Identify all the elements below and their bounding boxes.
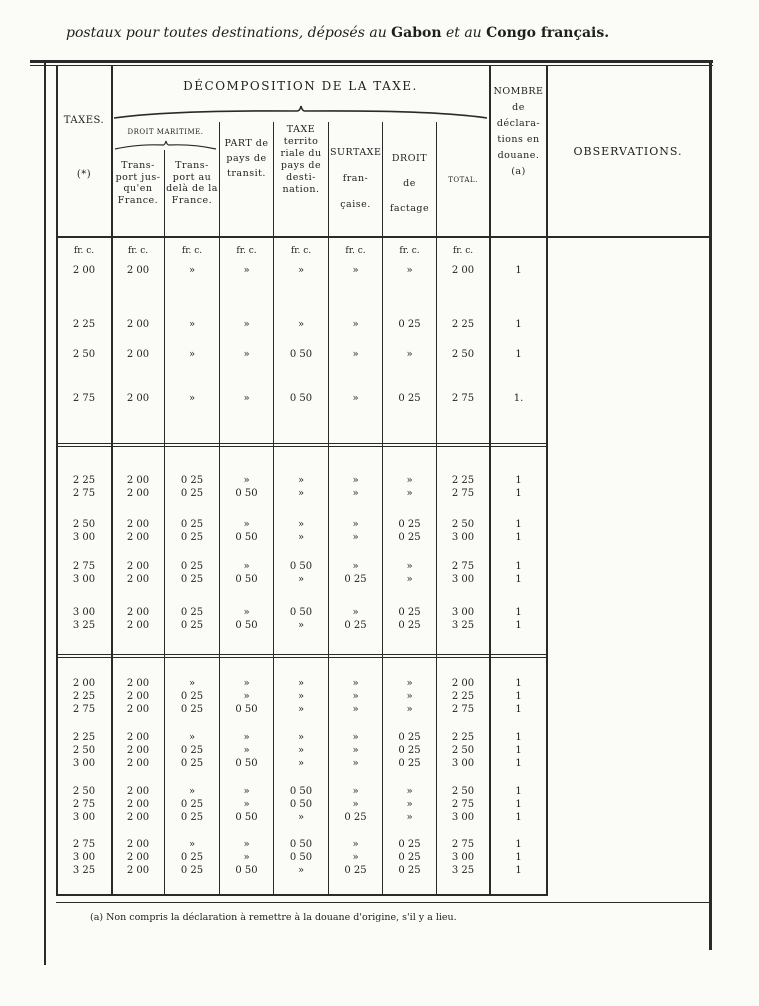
table-cell: » bbox=[406, 349, 413, 360]
table-cell: » bbox=[243, 475, 250, 486]
table-cell: 2 75 bbox=[451, 561, 475, 572]
table-cell: » bbox=[297, 745, 305, 756]
table-cell: » bbox=[297, 758, 305, 769]
table-cell: » bbox=[352, 393, 359, 404]
unit-label: fr. c. bbox=[345, 246, 366, 256]
table-cell: 2 00 bbox=[126, 799, 150, 810]
table-cell: » bbox=[297, 319, 305, 330]
table-cell: 2 75 bbox=[72, 839, 96, 850]
table-cell: 2 50 bbox=[72, 786, 96, 797]
table-cell: » bbox=[352, 488, 359, 499]
section1-bottom-rule-2 bbox=[56, 446, 546, 447]
table-cell: 2 25 bbox=[72, 732, 96, 743]
table-cell: 3 00 bbox=[72, 812, 96, 823]
unit-label: fr. c. bbox=[127, 246, 149, 256]
table-cell: 0 50 bbox=[235, 865, 258, 876]
table-cell: » bbox=[188, 349, 196, 360]
table-cell: 0 50 bbox=[289, 799, 313, 810]
table-cell: 0 25 bbox=[398, 865, 421, 876]
table-cell: 0 50 bbox=[289, 393, 313, 404]
table-cell: » bbox=[406, 691, 413, 702]
table-cell: » bbox=[297, 532, 305, 543]
table-cell: 3 25 bbox=[72, 620, 96, 631]
table-cell: 0 25 bbox=[344, 865, 367, 876]
table-cell: » bbox=[243, 393, 250, 404]
table-cell: » bbox=[243, 732, 250, 743]
table-cell: 0 25 bbox=[344, 574, 367, 585]
table-cell: 3 00 bbox=[72, 758, 96, 769]
table-cell: 0 25 bbox=[180, 607, 204, 618]
table-cell: 2 50 bbox=[72, 519, 96, 530]
table-cell: » bbox=[188, 678, 196, 689]
table-cell: 2 00 bbox=[72, 678, 96, 689]
table-cell: » bbox=[352, 839, 359, 850]
col-rule-6 bbox=[328, 122, 329, 896]
table-cell: 0 25 bbox=[398, 393, 421, 404]
table-cell: 1 bbox=[515, 561, 522, 572]
table-cell: 3 25 bbox=[451, 620, 475, 631]
table-cell: » bbox=[243, 852, 250, 863]
table-cell: » bbox=[406, 799, 413, 810]
table-cell: 0 50 bbox=[235, 620, 258, 631]
table-cell: » bbox=[406, 475, 413, 486]
table-cell: » bbox=[406, 488, 413, 499]
table-cell: » bbox=[188, 786, 196, 797]
table-cell: » bbox=[297, 704, 305, 715]
unit-label: fr. c. bbox=[290, 246, 312, 256]
table-cell: 2 00 bbox=[126, 349, 150, 360]
table-cell: 1 bbox=[515, 319, 522, 330]
header-total: TOTAL. bbox=[448, 176, 478, 184]
table-cell: » bbox=[243, 349, 250, 360]
table-cell: 1 bbox=[515, 620, 522, 631]
table-cell: 2 00 bbox=[126, 574, 150, 585]
table-cell: 0 50 bbox=[235, 704, 258, 715]
table-cell: » bbox=[188, 265, 196, 276]
table-cell: 2 00 bbox=[126, 488, 150, 499]
table-cell: » bbox=[243, 691, 250, 702]
table-cell: 0 25 bbox=[398, 607, 421, 618]
table-cell: 3 00 bbox=[72, 607, 96, 618]
table-cell: 3 00 bbox=[72, 574, 96, 585]
table-cell: 0 25 bbox=[398, 732, 421, 743]
unit-label: fr. c. bbox=[452, 246, 474, 256]
table-cell: 3 00 bbox=[451, 852, 475, 863]
table-cell: 3 00 bbox=[451, 607, 475, 618]
table-cell: 2 25 bbox=[72, 475, 96, 486]
table-cell: » bbox=[243, 799, 250, 810]
table-cell: 1 bbox=[515, 812, 522, 823]
table-cell: 2 00 bbox=[126, 732, 150, 743]
table-cell: 2 50 bbox=[72, 349, 96, 360]
table-cell: 0 50 bbox=[289, 349, 313, 360]
table-cell: 0 25 bbox=[344, 812, 367, 823]
table-cell: 0 25 bbox=[344, 620, 367, 631]
outer-left-rule bbox=[44, 60, 46, 965]
table-cell: 1 bbox=[515, 265, 522, 276]
table-cell: 1. bbox=[513, 393, 524, 404]
table-cell: » bbox=[243, 519, 250, 530]
table-cell: 2 75 bbox=[451, 799, 475, 810]
table-cell: » bbox=[352, 532, 359, 543]
table-cell: 0 50 bbox=[289, 852, 313, 863]
table-cell: 2 00 bbox=[126, 265, 150, 276]
table-cell: » bbox=[188, 319, 196, 330]
header-taxes-note: (*) bbox=[76, 169, 92, 180]
table-cell: » bbox=[243, 607, 250, 618]
table-cell: 1 bbox=[515, 786, 522, 797]
table-cell: » bbox=[352, 758, 359, 769]
table-cell: 1 bbox=[515, 691, 522, 702]
table-top-rule-2 bbox=[30, 65, 713, 66]
table-cell: 0 50 bbox=[289, 839, 313, 850]
table-cell: 2 25 bbox=[451, 732, 475, 743]
table-cell: 2 00 bbox=[72, 265, 96, 276]
table-cell: 1 bbox=[515, 532, 522, 543]
table-cell: » bbox=[352, 475, 359, 486]
table-cell: 1 bbox=[515, 349, 522, 360]
table-cell: 0 25 bbox=[180, 488, 204, 499]
table-cell: 0 25 bbox=[180, 852, 204, 863]
table-cell: » bbox=[352, 349, 359, 360]
table-cell: 0 25 bbox=[180, 758, 204, 769]
table-cell: 2 50 bbox=[451, 786, 475, 797]
table-cell: 1 bbox=[515, 758, 522, 769]
table-cell: 0 25 bbox=[180, 574, 204, 585]
table-cell: » bbox=[406, 812, 413, 823]
table-bottom-rule bbox=[56, 894, 546, 896]
table-cell: » bbox=[243, 319, 250, 330]
header-bottom-rule bbox=[56, 236, 709, 238]
table-cell: 0 25 bbox=[180, 620, 204, 631]
header-decomposition: DÉCOMPOSITION DE LA TAXE. bbox=[183, 79, 418, 93]
table-cell: 2 00 bbox=[126, 865, 150, 876]
table-cell: 0 25 bbox=[180, 704, 204, 715]
table-cell: 1 bbox=[515, 745, 522, 756]
table-cell: 2 00 bbox=[126, 678, 150, 689]
table-cell: 0 25 bbox=[398, 839, 421, 850]
header-nombre: NOMBRE de déclara- tions en douane. (a) bbox=[493, 86, 544, 177]
section1-bottom-rule bbox=[56, 443, 546, 444]
table-cell: 1 bbox=[515, 488, 522, 499]
table-cell: » bbox=[297, 475, 305, 486]
header-surtaxe: SURTAXE fran- çaise. bbox=[330, 147, 382, 210]
table-cell: 2 00 bbox=[126, 607, 150, 618]
col-rule-8 bbox=[436, 122, 437, 896]
heading-gabon: Gabon bbox=[391, 25, 442, 41]
table-cell: 2 00 bbox=[126, 812, 150, 823]
table-cell: 0 50 bbox=[235, 812, 258, 823]
table-cell: 2 00 bbox=[126, 532, 150, 543]
col-rule-7 bbox=[382, 122, 383, 896]
unit-label: fr. c. bbox=[236, 246, 257, 256]
table-cell: » bbox=[352, 732, 359, 743]
table-cell: 2 75 bbox=[72, 704, 96, 715]
table-cell: 2 00 bbox=[126, 745, 150, 756]
table-cell: » bbox=[297, 265, 305, 276]
table-cell: 2 00 bbox=[126, 475, 150, 486]
table-cell: 0 50 bbox=[289, 786, 313, 797]
table-cell: 1 bbox=[515, 865, 522, 876]
table-cell: » bbox=[243, 678, 250, 689]
table-cell: » bbox=[243, 265, 250, 276]
table-cell: » bbox=[406, 574, 413, 585]
header-droit-factage: DROIT de factage bbox=[389, 153, 430, 214]
table-cell: » bbox=[243, 839, 250, 850]
table-cell: 2 75 bbox=[451, 488, 475, 499]
table-cell: 0 50 bbox=[289, 607, 313, 618]
table-cell: 1 bbox=[515, 678, 522, 689]
table-cell: » bbox=[297, 732, 305, 743]
table-cell: » bbox=[406, 704, 413, 715]
heading-congo: Congo français. bbox=[486, 25, 610, 41]
table-cell: 0 25 bbox=[398, 519, 421, 530]
table-cell: 3 00 bbox=[451, 812, 475, 823]
table-cell: 0 50 bbox=[235, 758, 258, 769]
table-cell: 0 25 bbox=[398, 852, 421, 863]
section2-bottom-rule bbox=[56, 654, 546, 655]
table-cell: » bbox=[243, 786, 250, 797]
table-cell: 2 25 bbox=[72, 691, 96, 702]
table-cell: » bbox=[352, 265, 359, 276]
table-cell: 2 00 bbox=[126, 758, 150, 769]
decomposition-brace-icon bbox=[112, 104, 489, 122]
table-cell: » bbox=[406, 265, 413, 276]
table-cell: 2 00 bbox=[126, 839, 150, 850]
table-cell: 0 25 bbox=[398, 620, 421, 631]
table-cell: 2 00 bbox=[126, 519, 150, 530]
table-cell: 0 25 bbox=[180, 812, 204, 823]
table-cell: 2 00 bbox=[451, 265, 475, 276]
table-cell: 2 00 bbox=[126, 319, 150, 330]
unit-label: fr. c. bbox=[181, 246, 203, 256]
header-taxes-label: TAXES. bbox=[63, 115, 105, 126]
table-cell: 1 bbox=[515, 839, 522, 850]
table-cell: » bbox=[352, 704, 359, 715]
table-cell: 0 50 bbox=[235, 488, 258, 499]
table-cell: 0 25 bbox=[180, 865, 204, 876]
header-part-pays: PART de pays de transit. bbox=[224, 138, 269, 179]
heading-middle: et au bbox=[445, 25, 482, 41]
table-cell: » bbox=[406, 561, 413, 572]
section2-bottom-rule-2 bbox=[56, 657, 546, 658]
table-cell: 1 bbox=[515, 704, 522, 715]
table-cell: » bbox=[188, 393, 196, 404]
table-cell: 2 25 bbox=[451, 691, 475, 702]
table-cell: 2 75 bbox=[451, 704, 475, 715]
table-cell: » bbox=[188, 839, 196, 850]
table-cell: 2 25 bbox=[451, 319, 475, 330]
col-rule-10 bbox=[546, 66, 548, 896]
table-cell: 0 25 bbox=[180, 691, 204, 702]
table-cell: 2 75 bbox=[72, 799, 96, 810]
table-cell: 1 bbox=[515, 852, 522, 863]
footnote-rule bbox=[56, 902, 709, 903]
table-cell: » bbox=[297, 574, 305, 585]
unit-label: fr. c. bbox=[73, 246, 95, 256]
table-cell: 0 25 bbox=[398, 532, 421, 543]
table-cell: 0 25 bbox=[180, 745, 204, 756]
table-cell: 0 25 bbox=[180, 799, 204, 810]
col-rule-5 bbox=[273, 122, 274, 896]
table-cell: 3 25 bbox=[451, 865, 475, 876]
table-cell: 0 50 bbox=[289, 561, 313, 572]
table-top-rule bbox=[30, 60, 713, 63]
heading-prefix: postaux pour toutes destinations, déposés au bbox=[66, 25, 387, 41]
unit-label: fr. c. bbox=[399, 246, 420, 256]
header-transport-dela: Trans- port au delà de la France. bbox=[166, 160, 218, 206]
table-cell: » bbox=[352, 561, 359, 572]
table-cell: 0 50 bbox=[235, 574, 258, 585]
table-cell: 3 00 bbox=[451, 758, 475, 769]
page-heading bbox=[66, 25, 609, 41]
table-cell: » bbox=[352, 786, 359, 797]
table-cell: » bbox=[352, 745, 359, 756]
table-cell: 0 25 bbox=[180, 519, 204, 530]
table-cell: » bbox=[352, 852, 359, 863]
table-cell: 0 25 bbox=[398, 319, 421, 330]
table-cell: 2 75 bbox=[451, 839, 475, 850]
table-cell: 2 75 bbox=[72, 393, 96, 404]
table-cell: 2 00 bbox=[126, 620, 150, 631]
table-cell: » bbox=[243, 561, 250, 572]
table-cell: » bbox=[297, 812, 305, 823]
table-cell: 1 bbox=[515, 574, 522, 585]
table-cell: 2 00 bbox=[126, 393, 150, 404]
table-cell: 1 bbox=[515, 607, 522, 618]
table-cell: 3 00 bbox=[451, 532, 475, 543]
table-cell: 0 50 bbox=[235, 532, 258, 543]
table-cell: 2 75 bbox=[451, 393, 475, 404]
table-cell: 0 25 bbox=[180, 475, 204, 486]
table-cell: 2 75 bbox=[72, 488, 96, 499]
table-cell: » bbox=[352, 319, 359, 330]
footnote: (a) Non compris la déclaration à remettre à la douane d'origine, s'il y a lieu. bbox=[90, 912, 457, 923]
table-cell: 2 50 bbox=[451, 349, 475, 360]
table-cell: 2 00 bbox=[126, 704, 150, 715]
table-cell: » bbox=[352, 607, 359, 618]
table-cell: » bbox=[352, 691, 359, 702]
table-cell: 2 00 bbox=[126, 786, 150, 797]
table-cell: » bbox=[297, 691, 305, 702]
table-cell: » bbox=[297, 678, 305, 689]
header-droit-maritime: DROIT MARITIME. bbox=[127, 128, 204, 136]
table-cell: 1 bbox=[515, 732, 522, 743]
table-cell: » bbox=[188, 732, 196, 743]
table-cell: » bbox=[297, 865, 305, 876]
table-cell: » bbox=[352, 678, 359, 689]
table-cell: 2 00 bbox=[126, 852, 150, 863]
table-cell: 2 25 bbox=[72, 319, 96, 330]
table-cell: » bbox=[297, 488, 305, 499]
table-cell: 3 25 bbox=[72, 865, 96, 876]
table-cell: 0 25 bbox=[180, 561, 204, 572]
table-cell: 3 00 bbox=[451, 574, 475, 585]
header-taxes bbox=[57, 115, 111, 181]
table-cell: 1 bbox=[515, 519, 522, 530]
table-cell: 2 00 bbox=[126, 561, 150, 572]
table-cell: 2 75 bbox=[72, 561, 96, 572]
table-cell: » bbox=[352, 799, 359, 810]
header-observations: OBSERVATIONS. bbox=[573, 145, 683, 158]
table-cell: 0 25 bbox=[398, 745, 421, 756]
table-cell: 0 25 bbox=[398, 758, 421, 769]
table-cell: » bbox=[352, 519, 359, 530]
table-cell: 3 00 bbox=[72, 532, 96, 543]
table-cell: 3 00 bbox=[72, 852, 96, 863]
table-cell: » bbox=[297, 620, 305, 631]
table-cell: 1 bbox=[515, 799, 522, 810]
table-cell: 2 50 bbox=[451, 519, 475, 530]
header-taxe-territoriale: TAXE territo riale du pays de desti- nation. bbox=[280, 124, 322, 195]
table-cell: 2 00 bbox=[451, 678, 475, 689]
table-cell: » bbox=[406, 678, 413, 689]
table-cell: 1 bbox=[515, 475, 522, 486]
table-cell: » bbox=[406, 786, 413, 797]
droit-maritime-brace-icon bbox=[113, 140, 218, 152]
table-cell: » bbox=[243, 745, 250, 756]
table-cell: 0 25 bbox=[180, 532, 204, 543]
outer-right-rule bbox=[709, 60, 712, 950]
header-transport-france: Trans- port jus- qu'en France. bbox=[115, 160, 161, 206]
table-cell: » bbox=[297, 519, 305, 530]
col-rule-4 bbox=[219, 122, 220, 896]
table-cell: 2 50 bbox=[451, 745, 475, 756]
table-cell: 2 50 bbox=[72, 745, 96, 756]
table-cell: 2 00 bbox=[126, 691, 150, 702]
table-cell: 2 25 bbox=[451, 475, 475, 486]
